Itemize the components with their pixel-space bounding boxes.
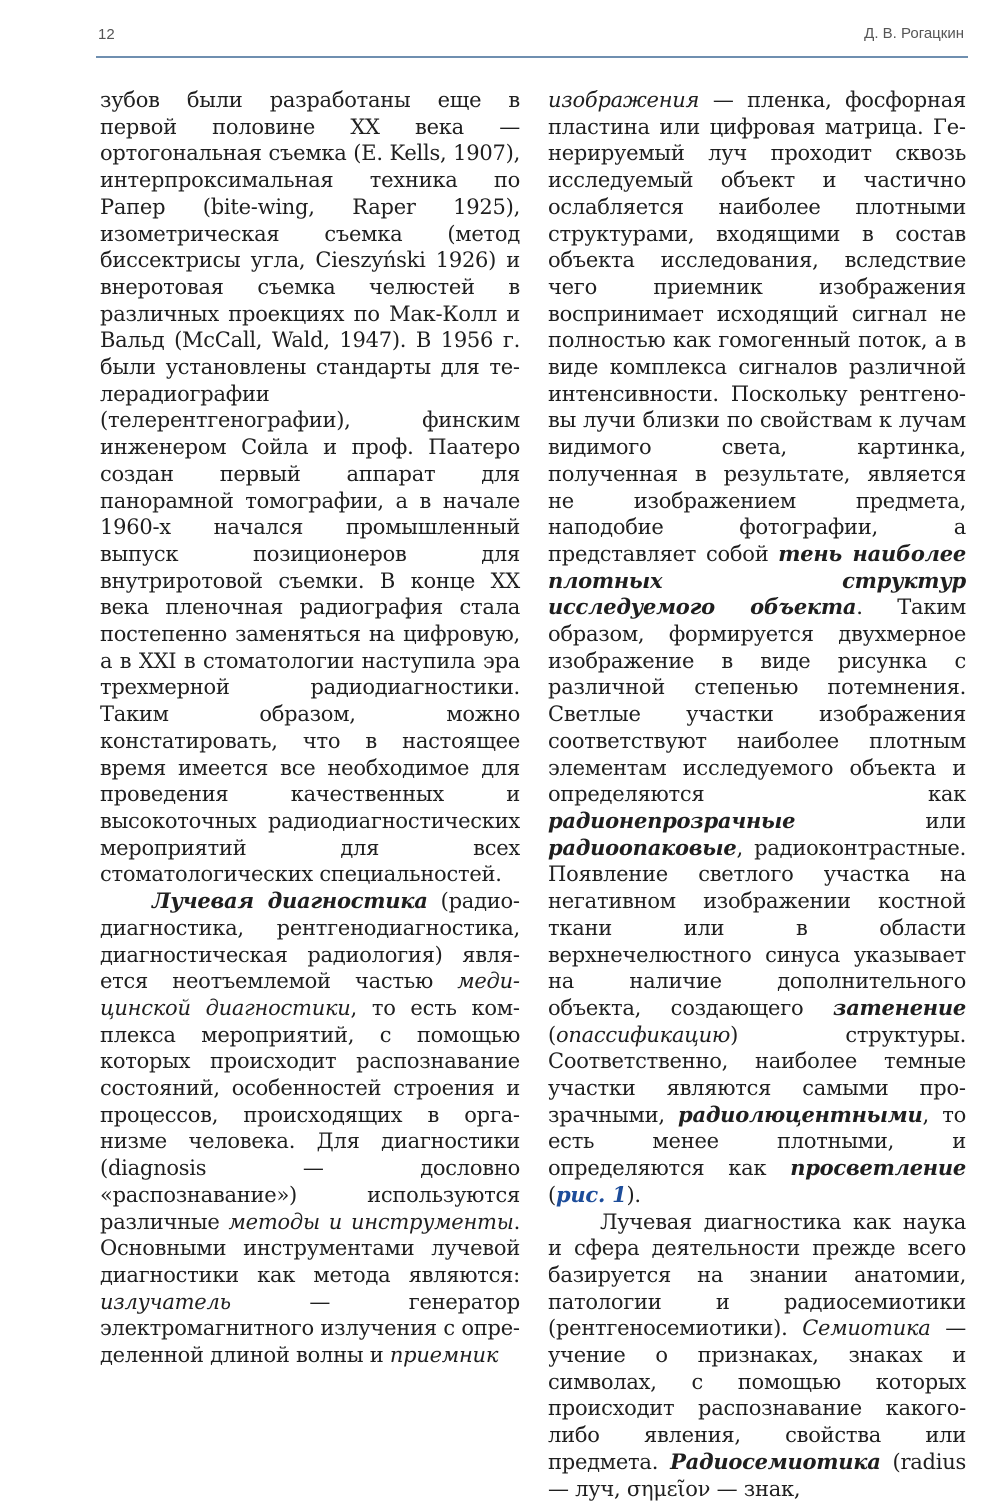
term-shadow: тень наиболее плотных структур исследуемого объекта (548, 540, 966, 620)
text-run: . Основными инструментами лучевой диагностики как метода являются: (100, 1209, 521, 1287)
text-run: — учение о признаках, знаках и символах, с помощью которых происходит распознавание какого-либо явления, свойства или предмета. (548, 1316, 966, 1474)
text-run: , то есть менее плотными, и определяются как (548, 1102, 966, 1181)
term-semiotics: Семиотика (802, 1316, 931, 1341)
text-run: — генератор электромагнитного излучения с определенной длиной волны и (100, 1289, 520, 1368)
page-number: 12 (98, 26, 115, 43)
figure-reference-link[interactable]: рис. 1 (555, 1181, 627, 1207)
text-run: Лучевая диагностика как наука и сфера деятельности прежде всего базируется на знании анатомии, патологии и радиосемиотики (рентгеносемиотики). (548, 1209, 966, 1341)
text-run: , радиоконтрастные. Появление светлого участка на негативном изображении костной ткани или в области верхнечелюстного синуса указывает на наличие дополнительного объекта, создающего (548, 835, 966, 1020)
term-opacification: опассификацию (555, 1022, 731, 1047)
term-image: изображения (548, 88, 700, 112)
left-column (100, 87, 520, 1369)
text-run: ) структуры. Соответственно, наиболее темные участки являются самыми прозрачными, (548, 1022, 966, 1127)
term-radiopaque: радионепрозрачные (548, 807, 796, 833)
running-head-author: Д. В. Рогацкин (864, 25, 964, 42)
term-shading: затенение (833, 994, 966, 1020)
header-rule (96, 56, 968, 58)
text-run: ( (548, 1022, 556, 1047)
term-radiolucent: радиолюцентными (678, 1101, 923, 1127)
term-radiosemiotics: Радиосемиотика (670, 1448, 881, 1474)
text-run: или (795, 808, 966, 833)
term-radiodiagnostics: Лучевая диагностика (152, 888, 428, 914)
text-run: ). (626, 1182, 641, 1207)
paragraph-history: зубов были разработаны еще в первой половине XX века — ортогональная съемка (E. Kells, 1907), интерпроксимальная техника по Рапер (bite-wing, Raper 1925), изометрическая съемка (метод биссектрисы угла, Cieszyński 1926) и внеротовая съемка челюстей в различных проекциях по Мак-Колл и Вальд (McCall, Wald, 1947). В 1956 г. были установлены стандарты для телерадиографии (телерентгенографии), финским инженером Сойла и проф. Паатеро создан первый аппарат для панорамной томографии, а в начале 1960-х начался промышленный выпуск позиционеров для внутриротовой съемки. В конце XX века пленочная радиография стала постепенно заменяться на цифровую, а в XXI в стоматологии наступила эра трехмерной радиодиагностики. Таким образом, можно констатировать, что в настоящее время имеется все необходимое для проведения качественных и высокоточных радиодиагностических мероприятий для всех стоматологических специальностей. (100, 88, 520, 887)
term-medical-diagnostics: медицинской диагностики (100, 969, 520, 1020)
text-run: (radius — луч, σημεῖον — знак, (548, 1449, 966, 1501)
term-methods-tools: методы и инструменты (228, 1209, 514, 1234)
paragraph-image-receiver (548, 87, 966, 1209)
right-column (548, 87, 966, 1502)
term-emitter: излучатель (100, 1289, 231, 1314)
paragraph-radiodiagnostics (100, 888, 520, 1369)
text-run: . Таким образом, формируется двухмерное изображение в виде рисунка с различной степенью потемнения. Светлые участки изображения соответствуют наиболее плотным элементам исследуемого объекта и определяются как (548, 595, 966, 807)
term-enlightenment: просветление (790, 1155, 966, 1181)
paragraph-semiotics (548, 1209, 966, 1502)
term-receiver: приемник (389, 1343, 499, 1368)
text-run: (радиодиагностика, рентгенодиагностика, диагностическая радиология) является неотъемлемой частью (100, 889, 520, 994)
term-radioopaque: радиоопаковые (548, 834, 737, 860)
text-run: ( (548, 1182, 556, 1207)
text-run: — пленка, фосфорная пластина или цифровая матрица. Генерируемый луч проходит сквозь исследуемый объект и частично ослабляется наиболее плотными структурами, входящими в состав объекта исследования, вследствие чего приемник изображения воспринимает исходящий сигнал не полностью как гомогенный поток, а в виде комплекса сигналов различной интенсивности. Поскольку рентгеновы лучи близки по свойствам к лучам видимого света, картинка, полученная в результате, является не изображением предмета, наподобие фотографии, а представляет собой (548, 88, 966, 566)
text-run: , то есть комплекса мероприятий, с помощью которых происходит распознавание состояний, особенностей строения и процессов, происходящих в организме человека. Для диагностики (diagnosis — дословно «распознавание») используются различные (100, 995, 520, 1234)
